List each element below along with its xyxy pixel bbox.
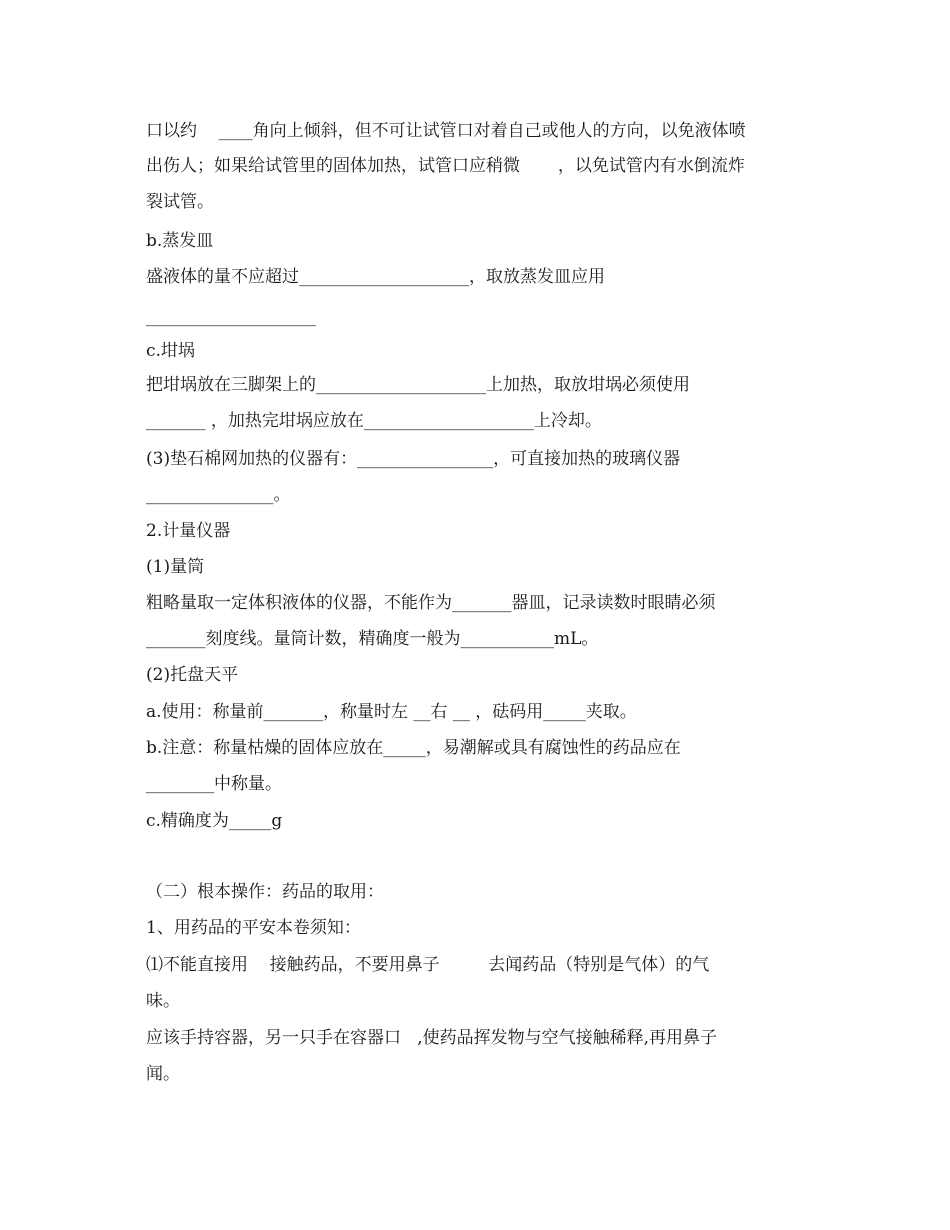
- section-heading: 2.计量仪器: [146, 521, 231, 541]
- text-line: _______________。: [146, 485, 291, 505]
- text-line: ____________________: [146, 307, 316, 327]
- text-line: 味。: [146, 991, 180, 1011]
- text-line: ⑴不能直接用 接触药品，不要用鼻子 去闻药品（特别是气体）的气: [146, 955, 710, 975]
- text-line: _______ ，加热完坩埚应放在____________________上冷却。: [146, 411, 602, 431]
- text-line: ________中称量。: [146, 774, 282, 794]
- text-line: a.使用：称量前_______，称量时左 __右 __ ，砝码用_____夹取。: [146, 702, 637, 722]
- text-line: c.坩埚: [146, 341, 195, 361]
- text-line: 1、用药品的平安本卷须知：: [146, 918, 361, 938]
- text-line: (2)托盘天平: [146, 665, 239, 685]
- text-line: 把坩埚放在三脚架上的____________________上加热，取放坩埚必须使用: [146, 375, 690, 395]
- text-line: b.注意：称量枯燥的固体应放在_____，易潮解或具有腐蚀性的药品应在: [146, 738, 681, 758]
- text-line: 出伤人；如果给试管里的固体加热，试管口应稍微 ，以免试管内有水倒流炸: [146, 156, 745, 176]
- text-line: b.蒸发皿: [146, 231, 214, 251]
- section-heading: （二）根本操作：药品的取用：: [146, 882, 384, 902]
- text-line: 闻。: [146, 1064, 180, 1084]
- text-line: 粗略量取一定体积液体的仪器，不能作为_______器皿，记录读数时眼睛必须: [146, 593, 716, 613]
- text-line: 应该手持容器，另一只手在容器口 ,使药品挥发物与空气接触稀释,再用鼻子: [146, 1028, 718, 1048]
- text-line: 盛液体的量不应超过____________________，取放蒸发皿应用: [146, 267, 605, 287]
- text-line: (3)垫石棉网加热的仪器有：________________，可直接加热的玻璃仪器: [146, 449, 681, 469]
- text-line: c.精确度为_____g: [146, 811, 283, 831]
- text-line: 裂试管。: [146, 192, 214, 212]
- text-line: (1)量筒: [146, 557, 205, 577]
- text-line: 口以约 ____角向上倾斜，但不可让试管口对着自己或他人的方向，以免液体喷: [146, 121, 746, 141]
- text-line: _______刻度线。量筒计数，精确度一般为___________mL。: [146, 629, 599, 649]
